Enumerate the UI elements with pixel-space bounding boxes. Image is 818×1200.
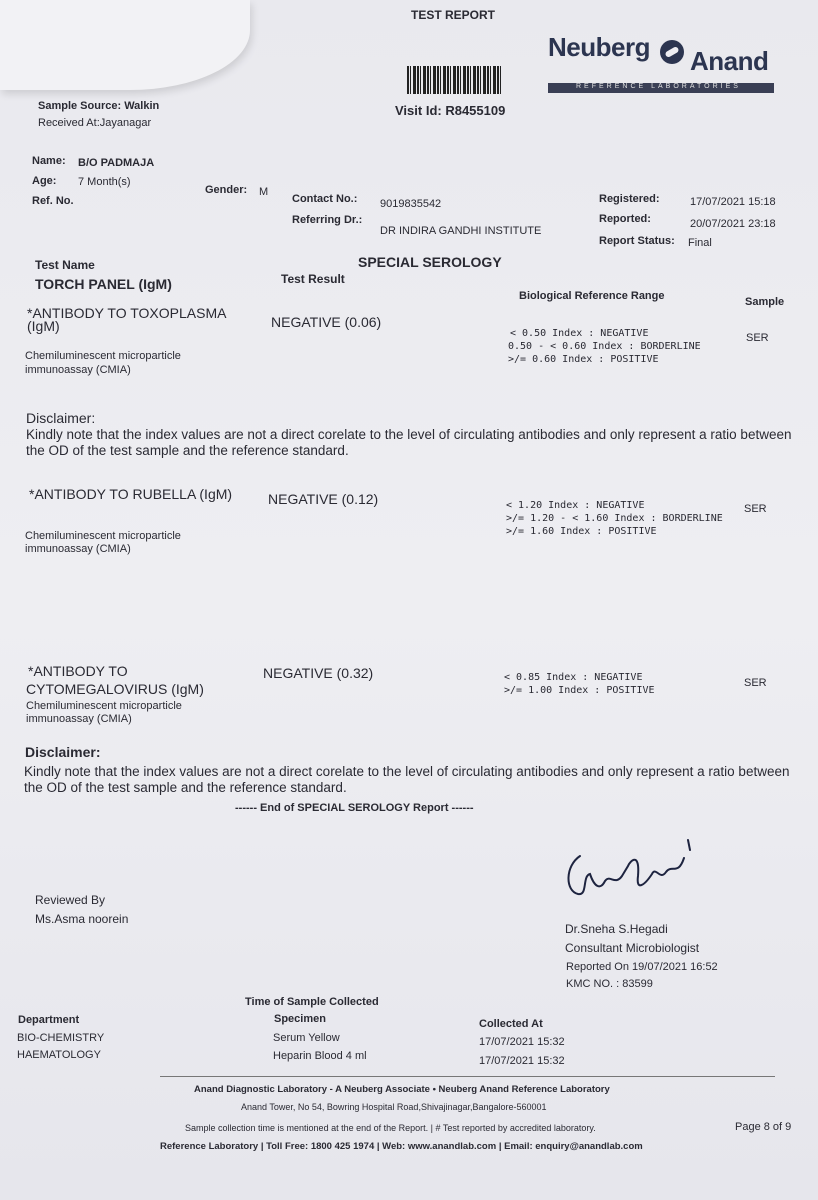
collection-time: 17/07/2021 15:32 <box>479 1055 565 1067</box>
sample-source: Sample Source: Walkin <box>38 100 160 112</box>
referring-doctor: DR INDIRA GANDHI INSTITUTE <box>380 225 542 237</box>
status-label: Report Status: <box>599 235 675 247</box>
doctor-designation: Consultant Microbiologist <box>565 941 700 955</box>
patient-name: B/O PADMAJA <box>78 157 155 169</box>
age-label: Age: <box>32 175 57 187</box>
visit-id: Visit Id: R8455109 <box>395 103 506 118</box>
contact-label: Contact No.: <box>292 193 358 205</box>
reference-range-line: >/= 1.20 - < 1.60 Index : BORDERLINE <box>506 513 723 524</box>
name-label: Name: <box>32 155 66 167</box>
received-at: Received At:Jayanagar <box>38 117 152 129</box>
reported-on: Reported On 19/07/2021 16:52 <box>566 961 718 973</box>
disclaimer-text: Kindly note that the index values are not a direct corelate to the level of circulating antibodies and only represent a ratio between the OD of the test sample and the reference standard. <box>26 427 792 458</box>
doctor-signature <box>560 836 700 906</box>
reported-label: Reported: <box>599 213 651 225</box>
logo-neuberg: Neuberg <box>548 32 650 62</box>
registered-date: 17/07/2021 15:18 <box>690 196 776 208</box>
footer-address: Anand Tower, No 54, Bowring Hospital Road,Shivajinagar,Bangalore-560001 <box>241 1102 547 1112</box>
reference-range-line: < 1.20 Index : NEGATIVE <box>506 500 645 511</box>
ref-no-label: Ref. No. <box>32 195 74 207</box>
collection-department: HAEMATOLOGY <box>17 1049 101 1061</box>
test-method-cont: immunoassay (CMIA) <box>25 543 131 555</box>
referring-label: Referring Dr.: <box>292 214 363 226</box>
sample-type: SER <box>744 503 767 515</box>
reviewer-name: Ms.Asma noorein <box>35 912 129 926</box>
reviewed-by-label: Reviewed By <box>35 893 106 907</box>
page-number: Page 8 of 9 <box>735 1121 792 1133</box>
test-name: *ANTIBODY TO TOXOPLASMA <box>27 305 227 321</box>
folded-paper <box>0 0 250 90</box>
section-title: SPECIAL SEROLOGY <box>358 254 502 270</box>
disclaimer-title: Disclaimer: <box>25 744 101 760</box>
collection-department: BIO-CHEMISTRY <box>17 1032 105 1044</box>
collection-specimen: Heparin Blood 4 ml <box>273 1050 367 1062</box>
panel-title: TORCH PANEL (IgM) <box>35 276 172 292</box>
test-method: Chemiluminescent microparticle <box>25 530 181 542</box>
test-name: *ANTIBODY TO RUBELLA (IgM) <box>29 486 233 502</box>
col-specimen: Specimen <box>274 1013 326 1025</box>
test-method-cont: immunoassay (CMIA) <box>25 364 131 376</box>
collection-specimen: Serum Yellow <box>273 1032 340 1044</box>
collection-title: Time of Sample Collected <box>245 996 379 1008</box>
logo-icon <box>660 40 684 64</box>
col-test-name: Test Name <box>35 258 95 272</box>
reference-range-line: >/= 1.60 Index : POSITIVE <box>506 526 657 537</box>
report-title: TEST REPORT <box>411 8 496 22</box>
footer-note: Sample collection time is mentioned at the end of the Report. | # Test reported by accredited laboratory. <box>185 1123 596 1133</box>
status-value: Final <box>688 237 712 249</box>
col-department: Department <box>18 1014 80 1026</box>
footer-lab-name: Anand Diagnostic Laboratory - A Neuberg Associate • Neuberg Anand Reference Laboratory <box>194 1084 610 1095</box>
kmc-number: KMC NO. : 83599 <box>566 978 653 990</box>
registered-label: Registered: <box>599 193 660 205</box>
reference-range-line: >/= 0.60 Index : POSITIVE <box>508 354 659 365</box>
col-sample: Sample <box>745 296 785 308</box>
test-name-cont: (IgM) <box>27 318 60 334</box>
reference-range-line: 0.50 - < 0.60 Index : BORDERLINE <box>508 341 701 352</box>
patient-gender: M <box>259 186 269 198</box>
reported-date: 20/07/2021 23:18 <box>690 218 776 230</box>
col-test-result: Test Result <box>281 272 345 286</box>
disclaimer-title: Disclaimer: <box>26 410 96 426</box>
reference-range-line: < 0.85 Index : NEGATIVE <box>504 672 643 683</box>
test-name-cont: CYTOMEGALOVIRUS (IgM) <box>26 681 204 697</box>
footer-divider <box>160 1076 775 1077</box>
logo-tagline: REFERENCE LABORATORIES <box>576 83 741 90</box>
end-of-report: ------ End of SPECIAL SEROLOGY Report ------ <box>235 802 474 814</box>
gender-label: Gender: <box>205 184 248 196</box>
barcode <box>407 66 502 94</box>
col-reference-range: Biological Reference Range <box>519 290 665 302</box>
reference-range-line: < 0.50 Index : NEGATIVE <box>510 328 649 339</box>
col-collected-at: Collected At <box>479 1018 543 1030</box>
test-result: NEGATIVE (0.32) <box>263 665 374 681</box>
test-method: Chemiluminescent microparticle <box>25 350 181 362</box>
patient-age: 7 Month(s) <box>78 176 131 188</box>
footer-contact: Reference Laboratory | Toll Free: 1800 425 1974 | Web: www.anandlab.com | Email: enquiry@anandlab.com <box>160 1141 643 1152</box>
test-result: NEGATIVE (0.06) <box>271 314 382 330</box>
sample-type: SER <box>744 677 767 689</box>
sample-type: SER <box>746 332 769 344</box>
test-result: NEGATIVE (0.12) <box>268 491 379 507</box>
collection-time: 17/07/2021 15:32 <box>479 1036 565 1048</box>
test-method-cont: immunoassay (CMIA) <box>26 713 132 725</box>
logo-anand: Anand <box>690 46 769 76</box>
logo-tagline-strip <box>548 83 774 93</box>
disclaimer-text: Kindly note that the index values are not a direct corelate to the level of circulating antibodies and only represent a ratio between the OD of the test sample and the reference standard. <box>24 764 790 795</box>
test-method: Chemiluminescent microparticle <box>26 700 182 712</box>
test-name: *ANTIBODY TO <box>28 663 128 679</box>
contact-number: 9019835542 <box>380 198 442 210</box>
reference-range-line: >/= 1.00 Index : POSITIVE <box>504 685 655 696</box>
doctor-name: Dr.Sneha S.Hegadi <box>565 922 668 936</box>
